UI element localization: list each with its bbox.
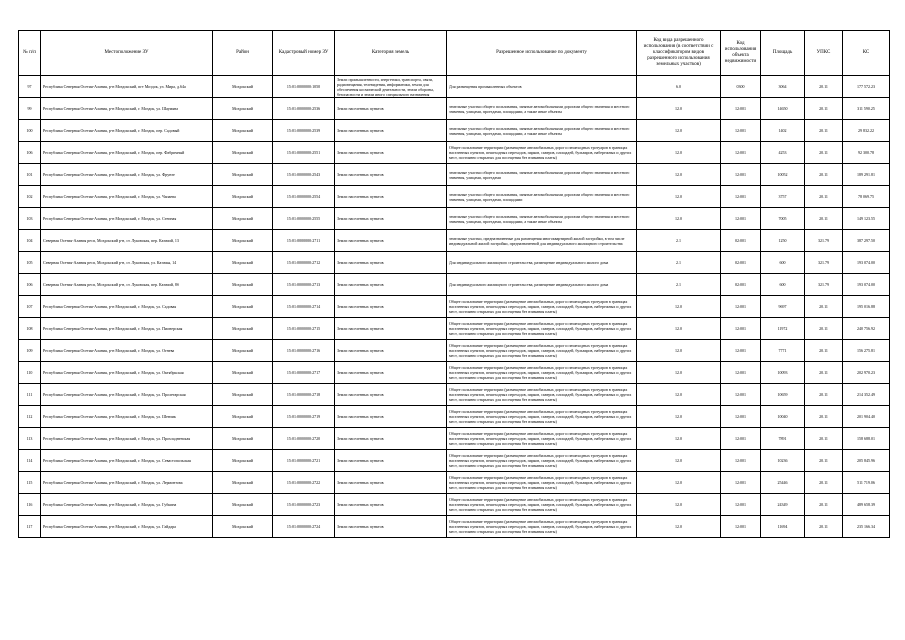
table-cell-n: 106 — [19, 142, 41, 164]
table-cell-code: 2.1 — [637, 274, 721, 296]
table-cell-cad: 15:01:0000000:2543 — [273, 164, 335, 186]
table-cell-cat: Земли населенных пунктов — [335, 362, 447, 384]
table-cell-area: 11694 — [761, 516, 805, 538]
table-cell-loc: Северная Осетия-Алания респ, Моздокский р-н, ст. Луковская, ул. Казачья, 14 — [41, 252, 213, 274]
table-cell-cad: 15:01:0000000:2554 — [273, 186, 335, 208]
header-cell: Местоположение ЗУ — [41, 31, 213, 76]
table-row — [19, 120, 890, 142]
table-cell-code: 12.0 — [637, 494, 721, 516]
table-cell-area: 7771 — [761, 340, 805, 362]
table-cell-cad: 15:01:0000000:2711 — [273, 230, 335, 252]
table-cell-cat: Земли населенных пунктов — [335, 450, 447, 472]
table-cell-ks: 193 074.00 — [843, 274, 890, 296]
table-cell-area: 14650 — [761, 98, 805, 120]
table-row — [19, 516, 890, 538]
table-cell-use: Общее пользование территории (размещение автомобильных дорог и пешеходных тротуаров в границах населенных пунктов, пешеходных переходов, парков, скверов, площадей, бульваров, набережных и других мест, постоянно открытых для посещения без взимания платы) — [447, 472, 637, 494]
table-cell-upks: 20.11 — [805, 186, 843, 208]
table-cell-cad: 15:01:0000000:1050 — [273, 76, 335, 98]
table-cell-use: земельные участки общего пользования, занятые автомобильными дорогами общего значения и местного значения, улицами, проездами, площадями, а также иные объекты — [447, 208, 637, 230]
table-cell-cad: 15:01:0000000:2713 — [273, 274, 335, 296]
table-cell-cat: Земли населенных пунктов — [335, 516, 447, 538]
table-cell-area: 24349 — [761, 494, 805, 516]
table-cell-ks: 177 572.23 — [843, 76, 890, 98]
table-row — [19, 208, 890, 230]
table-cell-kod: 02:001 — [721, 230, 761, 252]
table-cell-n: 102 — [19, 186, 41, 208]
table-cell-area: 10659 — [761, 384, 805, 406]
table-cell-district: Моздокский — [213, 340, 273, 362]
table-cell-area: 10040 — [761, 406, 805, 428]
table-cell-ks: 149 123.55 — [843, 208, 890, 230]
table-cell-code: 12.0 — [637, 340, 721, 362]
table-cell-use: Общее пользование территории (размещение автомобильных дорог и пешеходных тротуаров в границах населенных пунктов, пешеходных переходов, парков, скверов, площадей, бульваров, набережных и других мест, постоянно открытых для посещения без взимания платы) — [447, 450, 637, 472]
table-cell-ks: 214 352.49 — [843, 384, 890, 406]
table-cell-district: Моздокский — [213, 164, 273, 186]
table-cell-upks: 20.11 — [805, 406, 843, 428]
table-cell-n: 115 — [19, 472, 41, 494]
table-cell-upks: 321.79 — [805, 230, 843, 252]
table-cell-ks: 78 069.75 — [843, 186, 890, 208]
table-cell-cat: Земли населенных пунктов — [335, 296, 447, 318]
header-cell: УПКС — [805, 31, 843, 76]
table-row — [19, 274, 890, 296]
table-cell-use: Для индивидуального жилищного строительства, размещение индивидуального жилого дома — [447, 274, 637, 296]
table-cell-ks: 387 297.50 — [843, 230, 890, 252]
table-cell-code: 12.0 — [637, 120, 721, 142]
table-cell-loc: Республика Северная Осетия-Алания, р-н Моздокский, г. Моздок, пер. Садовый — [41, 120, 213, 142]
table-cell-cad: 15:01:0000000:2722 — [273, 472, 335, 494]
table-cell-loc: Республика Северная Осетия-Алания, р-н Моздокский, г. Моздок, ул. Губкина — [41, 494, 213, 516]
table-cell-ks: 193 074.00 — [843, 252, 890, 274]
table-cell-upks: 20.11 — [805, 120, 843, 142]
table-header-row — [19, 31, 890, 76]
table-cell-use: земельные участки общего пользования, занятые автомобильными дорогами общего значения и местного значения, улицами, проездами, площадями — [447, 186, 637, 208]
table-cell-ks: 489 658.39 — [843, 494, 890, 516]
table-cell-cat: Земли населенных пунктов — [335, 98, 447, 120]
table-cell-loc: Республика Северная Осетия-Алания, р-н Моздокский, г. Моздок, пер. Фабричный — [41, 142, 213, 164]
table-cell-code: 12.0 — [637, 362, 721, 384]
table-cell-cat: Земли промышленности, энергетики, транспорта, связи, радиовещания, телевидения, информатики, земли для обеспечения космической деятельности, земли обороны, безопасности и земли иного специального назначения — [335, 76, 447, 98]
table-cell-loc: Республика Северная Осетия-Алания, р-н Моздокский, г. Моздок, ул. Чапаева — [41, 186, 213, 208]
table-cell-use: Общее пользование территории (размещение автомобильных дорог и пешеходных тротуаров в границах населенных пунктов, пешеходных переходов, парков, скверов, площадей, бульваров, набережных и других мест, постоянно открытых для посещения без взимания платы) — [447, 428, 637, 450]
table-cell-loc: Республика Северная Осетия-Алания, р-н Моздокский, г. Моздок, ул. Степная — [41, 208, 213, 230]
table-cell-district: Моздокский — [213, 362, 273, 384]
table-cell-cat: Земли населенных пунктов — [335, 494, 447, 516]
table-cell-upks: 20.11 — [805, 296, 843, 318]
table-row — [19, 428, 890, 450]
table-cell-use: земельные участки общего пользования, занятые автомобильными дорогами общего значения и местного значения, улицами, проездами, площадями, а также иные объекты — [447, 120, 637, 142]
table-cell-area: 600 — [761, 274, 805, 296]
table-cell-upks: 20.11 — [805, 98, 843, 120]
table-cell-ks: 201 904.40 — [843, 406, 890, 428]
table-cell-kod: 12:001 — [721, 186, 761, 208]
table-row — [19, 98, 890, 120]
table-cell-district: Моздокский — [213, 230, 273, 252]
table-cell-area: 10093 — [761, 362, 805, 384]
table-cell-n: 100 — [19, 120, 41, 142]
table-cell-district: Моздокский — [213, 296, 273, 318]
header-cell: Код вида разрешенного использования (в соответствии с классификатором видов разрешенного использования земельных участков) — [637, 31, 721, 76]
table-cell-loc: Северная Осетия-Алания респ, Моздокский р-н, ст. Луковская, пер. Казачий, 13 — [41, 230, 213, 252]
header-cell: № п/п — [19, 31, 41, 76]
table-cell-cad: 15:01:0000000:2536 — [273, 98, 335, 120]
table-cell-code: 2.1 — [637, 252, 721, 274]
table-cell-cat: Земли населенных пунктов — [335, 428, 447, 450]
table-row — [19, 186, 890, 208]
table-cell-district: Моздокский — [213, 318, 273, 340]
table-cell-district: Моздокский — [213, 186, 273, 208]
table-cell-use: земельные участки общего пользования, занятые автомобильными дорогами общего значения и местного значения, улицами, проездами, площадями, а также иные объекты — [447, 98, 637, 120]
table-cell-kod: 12:001 — [721, 362, 761, 384]
table-cell-ks: 511 719.06 — [843, 472, 890, 494]
table-cell-loc: Северная Осетия-Алания респ, Моздокский р-н, ст. Луковская, пер. Казачий, 8б — [41, 274, 213, 296]
table-cell-code: 12.0 — [637, 208, 721, 230]
table-cell-n: 112 — [19, 406, 41, 428]
table-cell-area: 25446 — [761, 472, 805, 494]
table-cell-loc: Республика Северная Осетия-Алания, р-н Моздокский, г. Моздок, ул. Октябрьская — [41, 362, 213, 384]
table-cell-district: Моздокский — [213, 76, 273, 98]
table-cell-n: 114 — [19, 450, 41, 472]
table-cell-loc: Республика Северная Осетия-Алания, р-н Моздокский, г. Моздок, ул. Огнева — [41, 340, 213, 362]
table-cell-cad: 15:01:0000000:2717 — [273, 362, 335, 384]
table-cell-ks: 158 688.01 — [843, 428, 890, 450]
table-cell-kod: 12:001 — [721, 472, 761, 494]
table-cell-area: 9697 — [761, 296, 805, 318]
table-cell-cat: Земли населенных пунктов — [335, 274, 447, 296]
table-cell-kod: 12:001 — [721, 318, 761, 340]
table-cell-use: Общее пользование территории (размещение автомобильных дорог и пешеходных тротуаров в границах населенных пунктов, пешеходных переходов, парков, скверов, площадей, бульваров, набережных и других мест, постоянно открытых для посещения без взимания платы) — [447, 516, 637, 538]
table-cell-cad: 15:01:0000000:2714 — [273, 296, 335, 318]
table-cell-kod: 02:001 — [721, 252, 761, 274]
table-cell-cat: Земли населенных пунктов — [335, 384, 447, 406]
table-cell-code: 12.0 — [637, 142, 721, 164]
table-cell-ks: 92 300.78 — [843, 142, 890, 164]
table-cell-ks: 240 756.92 — [843, 318, 890, 340]
table-cell-area: 3064 — [761, 76, 805, 98]
table-cell-n: 109 — [19, 340, 41, 362]
table-cell-ks: 202 970.23 — [843, 362, 890, 384]
table-cell-cad: 15:01:0000000:2724 — [273, 516, 335, 538]
table-cell-loc: Республика Северная Осетия-Алания, р-н Моздокский, г. Моздок, ул. Гайдара — [41, 516, 213, 538]
table-cell-upks: 20.11 — [805, 450, 843, 472]
table-cell-code: 12.0 — [637, 98, 721, 120]
table-cell-upks: 20.11 — [805, 428, 843, 450]
table-cell-cat: Земли населенных пунктов — [335, 318, 447, 340]
table-cell-cad: 15:01:0000000:2539 — [273, 120, 335, 142]
table-cell-district: Моздокский — [213, 450, 273, 472]
table-cell-district: Моздокский — [213, 384, 273, 406]
table-cell-code: 12.0 — [637, 186, 721, 208]
table-cell-ks: 205 845.96 — [843, 450, 890, 472]
table-cell-ks: 311 590.25 — [843, 98, 890, 120]
table-cell-kod: 0300 — [721, 76, 761, 98]
table-cell-cad: 15:01:0000000:2721 — [273, 450, 335, 472]
table-cell-loc: Республика Северная Осетия-Алания, р-н Моздокский, г. Моздок, ул. Садовая — [41, 296, 213, 318]
table-cell-kod: 12:001 — [721, 164, 761, 186]
table-cell-upks: 20.11 — [805, 142, 843, 164]
table-cell-n: 99 — [19, 98, 41, 120]
table-cell-code: 2.1 — [637, 230, 721, 252]
table-cell-ks: 235 166.34 — [843, 516, 890, 538]
table-cell-district: Моздокский — [213, 208, 273, 230]
table-cell-use: земельные участки общего пользования, занятые автомобильными дорогами общего значения и местного значения, улицами, проездами — [447, 164, 637, 186]
table-cell-ks: 29 832.22 — [843, 120, 890, 142]
table-cell-upks: 20.11 — [805, 472, 843, 494]
table-cell-cad: 15:01:0000000:2718 — [273, 384, 335, 406]
table-cell-loc: Республика Северная Осетия-Алания, р-н Моздокский, г. Моздок, ул. Пролетарская — [41, 384, 213, 406]
table-row — [19, 76, 890, 98]
table-row — [19, 318, 890, 340]
table-cell-use: Общее пользование территории (размещение автомобильных дорог и пешеходных тротуаров в границах населенных пунктов, пешеходных переходов, парков, скверов, площадей, бульваров, набережных и других мест, постоянно открытых для посещения без взимания платы) — [447, 384, 637, 406]
table-row — [19, 296, 890, 318]
table-row — [19, 450, 890, 472]
table-cell-use: Общее пользование территории (размещение автомобильных дорог и пешеходных тротуаров в границах населенных пунктов, пешеходных переходов, парков, скверов, площадей, бульваров, набережных и других мест, постоянно открытых для посещения без взимания платы) — [447, 142, 637, 164]
table-cell-upks: 20.11 — [805, 516, 843, 538]
table-cell-cat: Земли населенных пунктов — [335, 472, 447, 494]
table-cell-n: 110 — [19, 362, 41, 384]
table-cell-district: Моздокский — [213, 274, 273, 296]
table-cell-code: 6.0 — [637, 76, 721, 98]
table-cell-cat: Земли населенных пунктов — [335, 164, 447, 186]
table-cell-n: 113 — [19, 428, 41, 450]
table-row — [19, 406, 890, 428]
table-cell-use: Общее пользование территории (размещение автомобильных дорог и пешеходных тротуаров в границах населенных пунктов, пешеходных переходов, парков, скверов, площадей, бульваров, набережных и других мест, постоянно открытых для посещения без взимания платы) — [447, 362, 637, 384]
table-cell-district: Моздокский — [213, 494, 273, 516]
table-cell-cat: Земли населенных пунктов — [335, 340, 447, 362]
table-cell-n: 103 — [19, 208, 41, 230]
table-row — [19, 384, 890, 406]
table-cell-district: Моздокский — [213, 406, 273, 428]
table-row — [19, 494, 890, 516]
table-cell-cad: 15:01:0000000:2551 — [273, 142, 335, 164]
table-cell-cad: 15:01:0000000:2715 — [273, 318, 335, 340]
table-cell-n: 116 — [19, 494, 41, 516]
table-cell-code: 12.0 — [637, 296, 721, 318]
table-row — [19, 472, 890, 494]
land-plots-table — [18, 30, 890, 538]
table-cell-kod: 12:001 — [721, 208, 761, 230]
table-cell-kod: 12:001 — [721, 142, 761, 164]
table-cell-upks: 20.11 — [805, 494, 843, 516]
header-cell: Разрешенное использование по документу — [447, 31, 637, 76]
table-cell-kod: 12:001 — [721, 384, 761, 406]
table-cell-district: Моздокский — [213, 428, 273, 450]
table-cell-n: 106 — [19, 274, 41, 296]
table-cell-ks: 195 016.88 — [843, 296, 890, 318]
table-cell-upks: 20.11 — [805, 384, 843, 406]
header-cell: Код использования объекта недвижимости — [721, 31, 761, 76]
table-cell-cad: 15:01:0000000:2720 — [273, 428, 335, 450]
table-cell-upks: 321.79 — [805, 252, 843, 274]
table-cell-loc: Республика Северная Осетия-Алания, р-н Моздокский, г. Моздок, ул. Шевчик — [41, 406, 213, 428]
table-cell-loc: Республика Северная Осетия-Алания, р-н Моздокский, г. Моздок, ул. Севастопольская — [41, 450, 213, 472]
header-cell: КС — [843, 31, 890, 76]
table-cell-upks: 20.11 — [805, 164, 843, 186]
table-cell-use: Общее пользование территории (размещение автомобильных дорог и пешеходных тротуаров в границах населенных пунктов, пешеходных переходов, парков, скверов, площадей, бульваров, набережных и других мест, постоянно открытых для посещения без взимания платы) — [447, 318, 637, 340]
table-cell-use: Общее пользование территории (размещение автомобильных дорог и пешеходных тротуаров в границах населенных пунктов, пешеходных переходов, парков, скверов, площадей, бульваров, набережных и других мест, постоянно открытых для посещения без взимания платы) — [447, 296, 637, 318]
table-cell-code: 12.0 — [637, 384, 721, 406]
table-cell-upks: 20.11 — [805, 340, 843, 362]
table-cell-code: 12.0 — [637, 318, 721, 340]
table-cell-n: 111 — [19, 384, 41, 406]
table-cell-kod: 12:001 — [721, 494, 761, 516]
table-cell-code: 12.0 — [637, 450, 721, 472]
table-cell-kod: 12:001 — [721, 406, 761, 428]
table-cell-district: Моздокский — [213, 120, 273, 142]
table-cell-area: 600 — [761, 252, 805, 274]
table-cell-district: Моздокский — [213, 252, 273, 274]
table-cell-area: 1250 — [761, 230, 805, 252]
table-cell-area: 10052 — [761, 164, 805, 186]
table-cell-ks: 189 291.81 — [843, 164, 890, 186]
header-cell: Категория земель — [335, 31, 447, 76]
table-cell-ks: 156 275.81 — [843, 340, 890, 362]
table-cell-area: 3757 — [761, 186, 805, 208]
table-cell-cad: 15:01:0000000:2716 — [273, 340, 335, 362]
table-cell-area: 7005 — [761, 208, 805, 230]
table-cell-cat: Земли населенных пунктов — [335, 120, 447, 142]
table-cell-loc: Республика Северная Осетия-Алания, р-н Моздокский, г. Моздок, ул. Фрунзе — [41, 164, 213, 186]
table-cell-kod: 02:001 — [721, 274, 761, 296]
table-cell-loc: Республика Северная Осетия-Алания, р-н Моздокский, г. Моздок, ул. Шаумяна — [41, 98, 213, 120]
table-cell-use: Общее пользование территории (размещение автомобильных дорог и пешеходных тротуаров в границах населенных пунктов, пешеходных переходов, парков, скверов, площадей, бульваров, набережных и других мест, постоянно открытых для посещения без взимания платы) — [447, 340, 637, 362]
header-cell: Площадь — [761, 31, 805, 76]
table-cell-cad: 15:01:0000000:2719 — [273, 406, 335, 428]
table-row — [19, 362, 890, 384]
table-cell-n: 117 — [19, 516, 41, 538]
table-cell-cad: 15:01:0000000:2723 — [273, 494, 335, 516]
table-cell-use: Для размещения промышленных объектов — [447, 76, 637, 98]
table-cell-n: 108 — [19, 318, 41, 340]
table-row — [19, 230, 890, 252]
table-cell-loc: Республика Северная Осетия-Алания, р-н Моздокский, пгт Моздок, ул. Мира, д.64а — [41, 76, 213, 98]
table-cell-upks: 20.11 — [805, 362, 843, 384]
table-cell-upks: 20.11 — [805, 318, 843, 340]
table-cell-area: 1402 — [761, 120, 805, 142]
table-cell-cat: Земли населенных пунктов — [335, 142, 447, 164]
table-row — [19, 164, 890, 186]
table-cell-upks: 20.11 — [805, 76, 843, 98]
table-cell-loc: Республика Северная Осетия-Алания, р-н Моздокский, г. Моздок, ул. Пионерская — [41, 318, 213, 340]
header-cell: Кадастровый номер ЗУ — [273, 31, 335, 76]
table-cell-use: Общее пользование территории (размещение автомобильных дорог и пешеходных тротуаров в границах населенных пунктов, пешеходных переходов, парков, скверов, площадей, бульваров, набережных и других мест, постоянно открытых для посещения без взимания платы) — [447, 494, 637, 516]
table-cell-code: 12.0 — [637, 472, 721, 494]
table-cell-n: 101 — [19, 164, 41, 186]
table-cell-code: 12.0 — [637, 406, 721, 428]
header-cell: Район — [213, 31, 273, 76]
table-cell-district: Моздокский — [213, 142, 273, 164]
table-cell-kod: 12:001 — [721, 98, 761, 120]
table-cell-use: земельные участки, предназначенные для размещения многоквартирной жилой застройки, в том числе индивидуальной жилой застройки, предназначенной для индивидуального жилищного строительства — [447, 230, 637, 252]
table-cell-kod: 12:001 — [721, 450, 761, 472]
table-cell-kod: 12:001 — [721, 516, 761, 538]
table-row — [19, 252, 890, 274]
table-cell-code: 12.0 — [637, 164, 721, 186]
table-cell-n: 105 — [19, 252, 41, 274]
table-cell-kod: 12:001 — [721, 340, 761, 362]
table-row — [19, 142, 890, 164]
table-cell-district: Моздокский — [213, 98, 273, 120]
table-cell-code: 12.0 — [637, 428, 721, 450]
table-cell-cat: Земли населенных пунктов — [335, 208, 447, 230]
table-cell-n: 104 — [19, 230, 41, 252]
table-cell-n: 107 — [19, 296, 41, 318]
table-cell-upks: 20.11 — [805, 208, 843, 230]
table-cell-loc: Республика Северная Осетия-Алания, р-н Моздокский, г. Моздок, ул. Лермонтова — [41, 472, 213, 494]
table-cell-area: 4253 — [761, 142, 805, 164]
table-cell-loc: Республика Северная Осетия-Алания, р-н Моздокский, г. Моздок, ул. Прохладненская — [41, 428, 213, 450]
table-cell-cad: 15:01:0000000:2555 — [273, 208, 335, 230]
table-cell-cat: Земли населенных пунктов — [335, 230, 447, 252]
table-cell-cad: 15:01:0000000:2712 — [273, 252, 335, 274]
table-cell-cat: Земли населенных пунктов — [335, 406, 447, 428]
table-cell-district: Моздокский — [213, 516, 273, 538]
table-cell-use: Общее пользование территории (размещение автомобильных дорог и пешеходных тротуаров в границах населенных пунктов, пешеходных переходов, парков, скверов, площадей, бульваров, набережных и других мест, постоянно открытых для посещения без взимания платы) — [447, 406, 637, 428]
table-cell-upks: 321.79 — [805, 274, 843, 296]
table-cell-area: 10236 — [761, 450, 805, 472]
table-cell-n: 97 — [19, 76, 41, 98]
table-cell-kod: 12:001 — [721, 296, 761, 318]
table-cell-code: 12.0 — [637, 516, 721, 538]
table-cell-kod: 12:001 — [721, 428, 761, 450]
table-cell-cat: Земли населенных пунктов — [335, 252, 447, 274]
table-cell-district: Моздокский — [213, 472, 273, 494]
table-cell-area: 11972 — [761, 318, 805, 340]
table-cell-kod: 12:001 — [721, 120, 761, 142]
table-cell-area: 7891 — [761, 428, 805, 450]
table-cell-cat: Земли населенных пунктов — [335, 186, 447, 208]
table-cell-use: Для индивидуального жилищного строительства, размещение индивидуального жилого дома — [447, 252, 637, 274]
table-row — [19, 340, 890, 362]
